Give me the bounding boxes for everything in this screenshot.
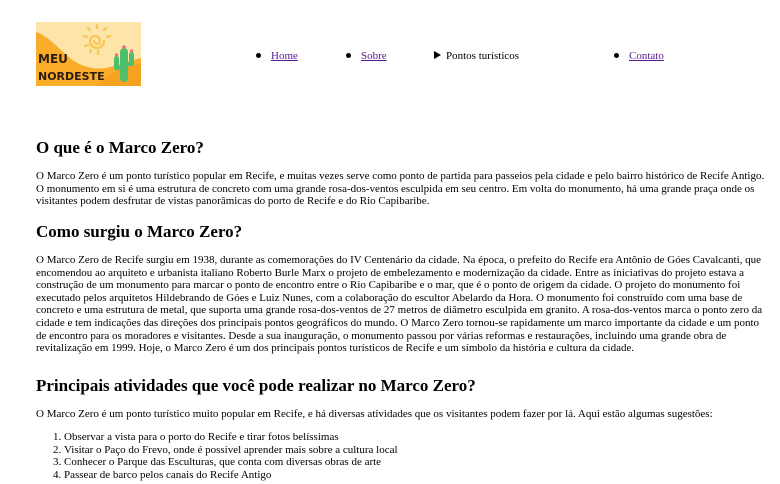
list-item: 1. Observar a vista para o porto do Recife e tirar fotos belíssimas bbox=[64, 431, 398, 444]
section-title-como-surgiu: Como surgiu o Marco Zero? bbox=[36, 222, 243, 241]
site-header bbox=[0, 0, 780, 110]
list-item: 2. Visitar o Paço do Frevo, onde é possível aprender mais sobre a cultura local bbox=[64, 444, 398, 457]
list-item: 3. Conhecer o Parque das Esculturas, que conta com diversas obras de arte bbox=[64, 456, 398, 469]
list-item: 4. Passear de barco pelos canais do Recife Antigo bbox=[64, 469, 398, 482]
section-title-o-que-e: O que é o Marco Zero? bbox=[36, 138, 204, 157]
nav-link-home[interactable]: Home bbox=[271, 50, 298, 62]
section-paragraph-atividades: O Marco Zero é um ponto turístico muito popular em Recife, e há diversas atividades que os visitantes podem fazer por lá. Aqui estão algumas sugestões: bbox=[36, 408, 713, 420]
nav-label-pontos-turisticos[interactable]: Pontos turísticos bbox=[446, 50, 520, 62]
section-title-atividades: Principais atividades que você pode realizar no Marco Zero? bbox=[36, 376, 476, 395]
logo-text-line2: NORDESTE bbox=[38, 70, 105, 83]
section-paragraph-o-que-e: O Marco Zero é um ponto turístico popular em Recife, e muitas vezes serve como ponto de partida para passeios pela cidade e pelo bairro histórico de Recife Antigo. O monumento em si é uma estrutura de concreto com uma grande rosa-dos-ventos esculpida em seu centro. Em volta do monumento, há uma grande praça onde os visitantes podem desfrutar de vistas panorâmicas do porto de Recife e do Rio Capibaribe. bbox=[36, 170, 765, 208]
section-paragraph-como-surgiu: O Marco Zero de Recife surgiu em 1938, durante as comemorações do IV Centenário da cidade. Na época, o prefeito do Recife era Antônio de Góes Cavalcanti, que encomendou ao arquiteto e urbanista italiano Roberto Burle Marx o projeto de embelezamento e modernização da cidade. Entre as iniciativas do projeto estava a construção de um monumento para marcar o ponto de encontro entre o Rio Capibaribe e o mar, que é o ponto de origem da cidade. O projeto do monumento foi executado pelos arquitetos Hildebrando de Góes e Luiz Nunes, com a colaboração do escultor Abelardo da Hora. O monumento foi construído com uma base de concreto e uma estrutura de metal, que suporta uma grande rosa-dos-ventos de 27 metros de diâmetro esculpida em granito. A rosa-dos-ventos marca o ponto zero da cidade e tem indicações das direções dos principais pontos geográficos do mundo. O Marco Zero tornou-se rapidamente um marco importante da cidade e um ponto de encontro para os moradores e visitantes. Desde a sua inauguração, o monumento passou por várias reformas e restaurações, incluindo uma grande obra de revitalização em 1999. Hoje, o Marco Zero é um dos principais pontos turísticos de Recife e um símbolo da história e cultura da cidade. bbox=[36, 254, 763, 355]
nav-item-sobre bbox=[346, 49, 387, 63]
nav-link-sobre[interactable]: Sobre bbox=[361, 50, 387, 62]
logo-text-line1: MEU bbox=[38, 52, 68, 66]
bullet-icon bbox=[256, 53, 261, 58]
disclosure-triangle-icon[interactable] bbox=[434, 51, 441, 59]
bullet-icon bbox=[614, 53, 619, 58]
nav-item-pontos-turisticos[interactable] bbox=[434, 49, 519, 63]
bullet-icon bbox=[346, 53, 351, 58]
activities-list bbox=[36, 431, 398, 481]
nav-item-home bbox=[256, 49, 298, 63]
nav-item-contato bbox=[614, 49, 664, 63]
main-nav bbox=[0, 49, 780, 63]
nav-link-contato[interactable]: Contato bbox=[629, 50, 664, 62]
